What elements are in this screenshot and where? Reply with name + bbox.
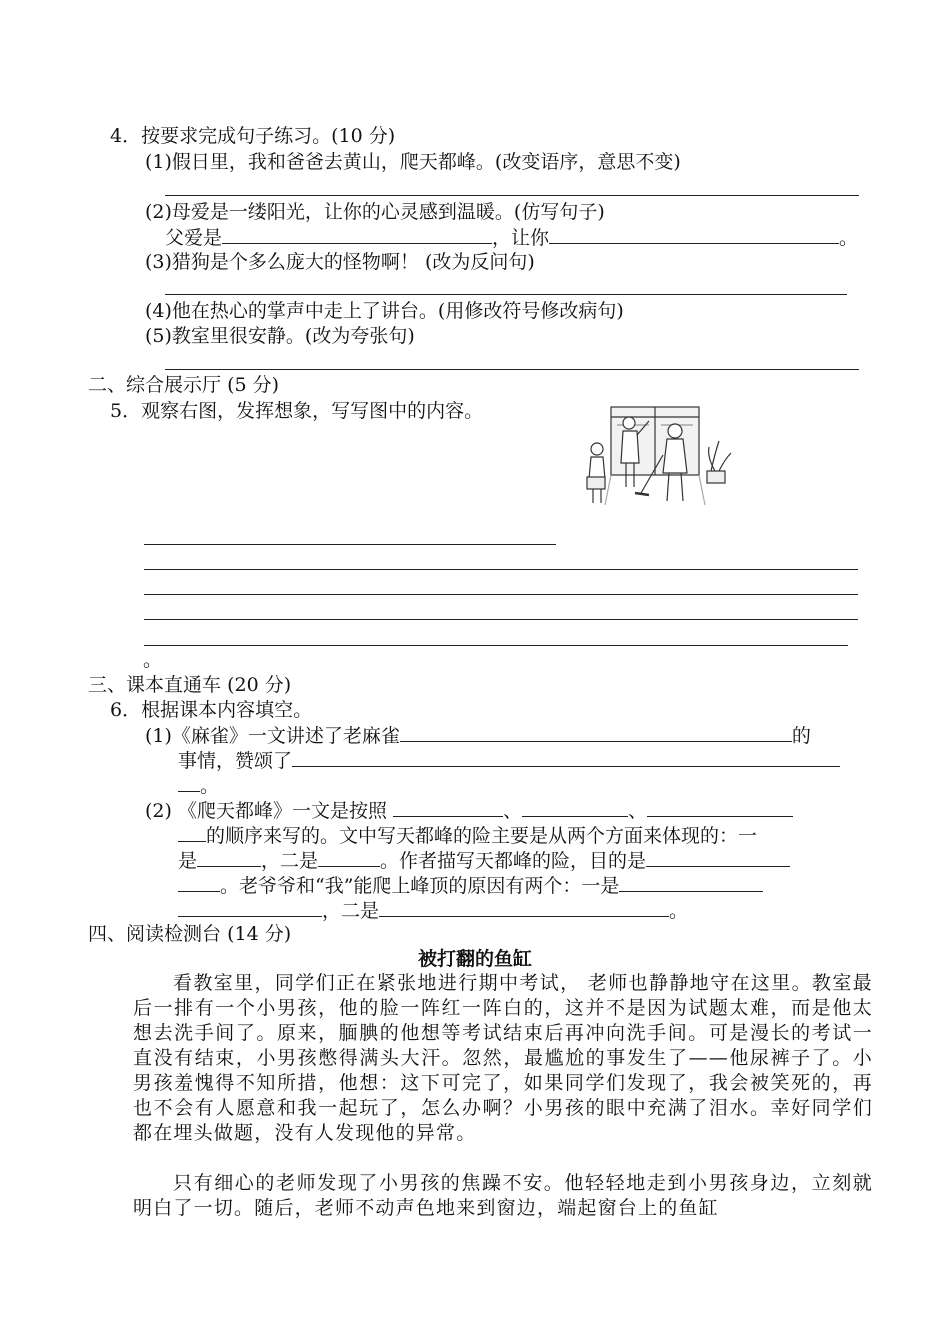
text: ，让你 — [492, 227, 550, 249]
q4-item-3: (3)猎狗是个多么庞大的怪物啊！ (改为反问句) — [145, 251, 535, 273]
q4-item-2: (2)母爱是一缕阳光，让你的心灵感到温暖。(仿写句子) — [145, 201, 605, 223]
answer-blank[interactable] — [393, 798, 503, 817]
q6-part-2-line-3 — [178, 848, 790, 873]
answer-blank[interactable] — [646, 848, 790, 867]
text: 。作者描写天都峰的险，目的是 — [380, 850, 647, 872]
q4-item-5: (5)教室里很安静。(改为夸张句) — [145, 325, 415, 347]
q5-end-mark: 。 — [143, 649, 163, 671]
answer-line[interactable] — [165, 195, 859, 196]
section-title: 三、课本直通车 — [88, 674, 222, 696]
answer-blank[interactable] — [222, 225, 492, 244]
q6-part-1-line-1 — [145, 723, 811, 748]
answer-line[interactable] — [144, 569, 858, 570]
section-3-heading — [88, 673, 291, 697]
section-points: (20 分) — [227, 674, 292, 696]
answer-blank[interactable] — [647, 798, 793, 817]
section-points: (14 分) — [227, 923, 292, 945]
answer-blank[interactable] — [522, 798, 628, 817]
q6-part-2-line-4 — [178, 873, 763, 898]
q6-part-2-line-2 — [178, 823, 757, 848]
answer-line[interactable] — [165, 369, 859, 370]
answer-blank[interactable] — [549, 225, 839, 244]
q4-item-4: (4)他在热心的掌声中走上了讲台。(用修改符号修改病句) — [145, 300, 624, 322]
answer-line[interactable] — [144, 619, 858, 620]
answer-line[interactable] — [165, 294, 847, 295]
q5-prompt: 5．观察右图，发挥想象，写写图中的内容。 — [110, 400, 484, 422]
answer-blank[interactable] — [318, 848, 380, 867]
answer-blank[interactable] — [178, 898, 322, 917]
answer-blank[interactable] — [292, 748, 840, 767]
text: (2) 《爬天都峰》一文是按照 — [145, 800, 387, 822]
text: 。 — [839, 227, 859, 249]
section-4-heading — [88, 922, 291, 946]
q4-item-1: (1)假日里，我和爸爸去黄山，爬天都峰。(改变语序，意思不变) — [145, 151, 681, 173]
answer-blank[interactable] — [379, 898, 669, 917]
answer-blank[interactable] — [178, 823, 206, 842]
answer-blank[interactable] — [619, 873, 763, 892]
text: 。老爷爷和“我”能爬上峰顶的原因有两个：一是 — [220, 875, 620, 897]
text: 。 — [669, 900, 689, 922]
answer-blank[interactable] — [197, 848, 261, 867]
text: 是 — [178, 850, 198, 872]
text: 。 — [200, 775, 220, 797]
text: 、 — [503, 800, 523, 822]
text: 的顺序来写的。文中写天都峰的险主要是从两个方面来体现的：一 — [206, 825, 758, 847]
text: ，二是 — [322, 900, 380, 922]
q6-part-1-line-3 — [178, 773, 219, 798]
q6-part-2-line-5 — [178, 898, 688, 923]
text: (1)《麻雀》一文讲述了老麻雀 — [145, 725, 400, 747]
answer-line[interactable] — [144, 544, 556, 545]
family-cleaning-illustration — [583, 405, 733, 509]
passage-paragraph-1: 看教室里，同学们正在紧张地进行期中考试， 老师也静静地守在这里。教室最后一排有一个小男孩，他的脸一阵红一阵白的，这并不是因为试题太难，而是他太想去洗手间了。原来，腼腆的他想等考试结束后再冲向洗手间。可是漫长的考试一直没有结束，小男孩憋得满头大汗。忽然，最尴尬的事发生了——他尿裤子了。小男孩羞愧得不知所措，他想：这下可完了，如果同学们发现了，我会被笑死的，再也不会有人愿意和我一起玩了，怎么办啊？小男孩的眼中充满了泪水。幸好同学们都在埋头做题，没有人发现他的异常。 — [133, 972, 873, 1144]
q6-part-2-line-1 — [145, 798, 793, 823]
answer-line[interactable] — [144, 645, 848, 646]
passage-paragraph-2: 只有细心的老师发现了小男孩的焦躁不安。他轻轻地走到小男孩身边，立刻就明白了一切。随后，老师不动声色地来到窗边，端起窗台上的鱼缸 — [133, 1172, 873, 1219]
answer-blank[interactable] — [178, 773, 200, 792]
q6-prompt: 6．根据课本内容填空。 — [110, 699, 313, 721]
q4-heading: 4．按要求完成句子练习。(10 分) — [110, 125, 396, 147]
text: 的 — [791, 725, 811, 747]
text: ，二是 — [261, 850, 319, 872]
section-points: (5 分) — [227, 374, 280, 396]
q4-item-2-imitation — [165, 225, 858, 250]
text: 、 — [628, 800, 648, 822]
text: 父爱是 — [165, 227, 223, 249]
passage-title: 被打翻的鱼缸 — [417, 948, 532, 970]
q6-part-1-line-2 — [178, 748, 840, 773]
section-2-heading — [88, 373, 279, 397]
text: 事情，赞颂了 — [178, 750, 293, 772]
section-title: 二、综合展示厅 — [88, 374, 222, 396]
answer-blank[interactable] — [178, 873, 220, 892]
answer-line[interactable] — [144, 594, 858, 595]
section-title: 四、阅读检测台 — [88, 923, 222, 945]
answer-blank[interactable] — [400, 723, 792, 742]
